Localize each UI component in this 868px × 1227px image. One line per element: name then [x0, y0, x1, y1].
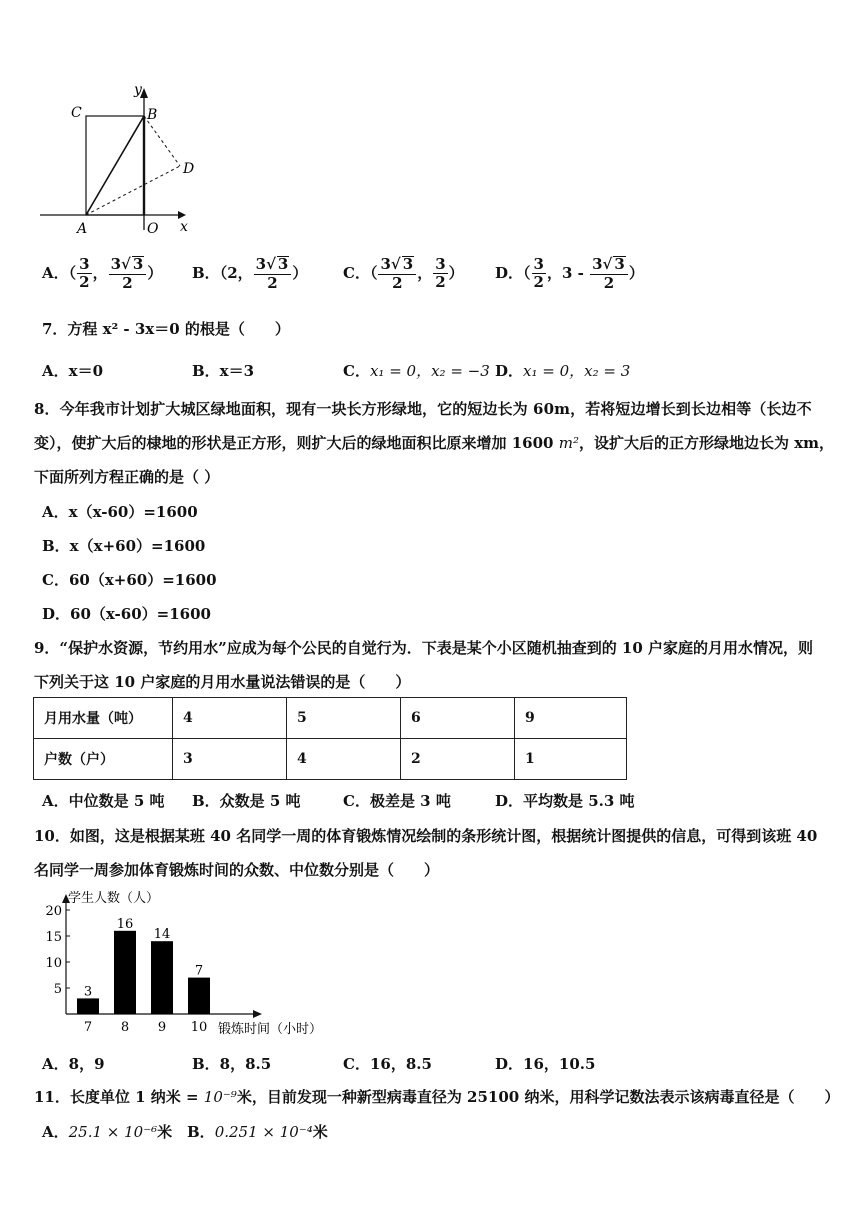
bar-9	[151, 941, 173, 1014]
table-cell: 4	[287, 739, 401, 780]
q9-option-c[interactable]: C．极差是 3 吨	[343, 792, 451, 810]
q10-option-a[interactable]: A．8，9	[42, 1055, 105, 1073]
q6-option-a[interactable]: A．（ $\frac{3}{2}$ ， $\frac{3√ 3}{2}$ ）	[42, 254, 163, 292]
geometry-figure	[30, 78, 210, 243]
q8-option-a[interactable]: A．x（x-60）=1600	[42, 503, 198, 521]
fraction: $\frac{3√ 3}{2}$	[254, 256, 292, 292]
q7-option-b[interactable]: B．x＝3	[192, 362, 255, 380]
q6-option-b[interactable]: B．（2， $\frac{3√ 3}{2}$ ）	[192, 255, 308, 292]
x-tick-label: 9	[157, 1020, 167, 1035]
q8-stem-line2: 变），使扩大后的棣地的形状是正方形，则扩大后的绿地面积比原来增加 1600 m²，设扩大后的正方形绿地边长为 xm，	[34, 434, 835, 452]
table-cell: 5	[287, 698, 401, 739]
table-cell: 2	[401, 739, 515, 780]
x-tick-label: 10	[190, 1020, 208, 1035]
q11-option-a[interactable]: A．25.1 × 10⁻⁶米	[42, 1123, 173, 1141]
table-cell: 6	[401, 698, 515, 739]
q8-option-d[interactable]: D．60（x-60）=1600	[42, 605, 211, 623]
q11-option-b[interactable]: B．0.251 × 10⁻⁴米	[187, 1123, 328, 1141]
bar-value-label: 3	[83, 984, 93, 1000]
q10-option-b[interactable]: B．8，8.5	[192, 1055, 272, 1073]
fraction: $\frac{3}{2}$	[533, 254, 544, 292]
table-cell: 9	[515, 698, 627, 739]
y-tick-label: 10	[45, 956, 62, 971]
bar-value-label: 7	[194, 963, 204, 979]
bar-chart	[30, 884, 340, 1042]
bar-value-label: 14	[153, 927, 171, 943]
q8-option-b[interactable]: B．x（x+60）=1600	[42, 537, 206, 555]
q10-stem-line1: 10．如图，这是根据某班 40 名同学一周的体育锻炼情况绘制的条形统计图，根据统计图提供的信息，可得到该班 40	[34, 827, 818, 845]
label-o: O	[147, 221, 159, 237]
y-tick-label: 20	[45, 904, 62, 919]
table-cell: 月用水量（吨）	[34, 698, 173, 739]
label-c: C	[71, 105, 82, 121]
table-cell: 户数（户）	[34, 739, 173, 780]
x-tick-label: 8	[120, 1020, 130, 1035]
q9-stem-line1: 9．“保护水资源，节约用水”应成为每个公民的自觉行为．下表是某个小区随机抽查到的 10 户家庭的月用水情况，则	[34, 639, 814, 657]
q7-stem: 7．方程 x² - 3x＝0 的根是（ ）	[42, 320, 290, 338]
q8-option-c[interactable]: C．60（x+60）=1600	[42, 571, 217, 589]
q9-option-b[interactable]: B．众数是 5 吨	[192, 792, 301, 810]
fraction: $\frac{3√ 3}{2}$	[109, 256, 147, 292]
q9-stem-line2: 下列关于这 10 户家庭的月用水量说法错误的是（ ）	[34, 673, 411, 691]
fraction: $\frac{3√ 3}{2}$	[378, 256, 416, 292]
bar-8	[114, 931, 136, 1014]
q6-option-d[interactable]: D．（ $\frac{3}{2}$ ，3 - $\frac{3√ 3}{2}$ ）	[495, 254, 644, 292]
fraction: $\frac{3}{2}$	[79, 254, 90, 292]
q7-option-a[interactable]: A．x＝0	[42, 362, 104, 380]
water-usage-table	[33, 697, 627, 780]
q10-stem-line2: 名同学一周参加体育锻炼时间的众数、中位数分别是（ ）	[34, 861, 440, 879]
table-cell: 4	[173, 698, 287, 739]
fraction: $\frac{3}{2}$	[435, 254, 446, 292]
y-tick-label: 5	[53, 982, 62, 997]
q7-option-c[interactable]: C．x₁ = 0，x₂ = −3	[343, 362, 490, 380]
table-row	[34, 739, 627, 780]
y-tick-label: 15	[45, 930, 62, 945]
label-y: y	[134, 82, 142, 98]
x-tick-label: 7	[83, 1020, 93, 1035]
table-cell: 1	[515, 739, 627, 780]
label-d: D	[183, 161, 195, 177]
bar-value-label: 16	[116, 916, 134, 932]
x-axis-label: 锻炼时间（小时）	[218, 1022, 323, 1037]
table-cell: 3	[173, 739, 287, 780]
label-x: x	[180, 219, 188, 235]
q9-option-d[interactable]: D．平均数是 5.3 吨	[495, 792, 635, 810]
q8-stem-line3: 下面所列方程正确的是（ ）	[34, 468, 220, 486]
q11-stem: 11．长度单位 1 纳米 = 10⁻⁹米，目前发现一种新型病毒直径为 25100 纳米，用科学记数法表示该病毒直径是（ ）	[34, 1088, 840, 1106]
table-row	[34, 698, 627, 739]
q10-option-c[interactable]: C．16，8.5	[343, 1055, 432, 1073]
bar-7	[77, 998, 99, 1014]
q6-option-c[interactable]: C．（ $\frac{3√ 3}{2}$ ， $\frac{3}{2}$ ）	[343, 254, 464, 292]
q10-option-d[interactable]: D．16，10.5	[495, 1055, 596, 1073]
fraction: $\frac{3√ 3}{2}$	[590, 256, 628, 292]
label-b: B	[147, 107, 158, 123]
q8-stem-line1: 8．今年我市计划扩大城区绿地面积，现有一块长方形绿地，它的短边长为 60m，若将短边增长到长边相等（长边不	[34, 400, 812, 418]
q9-option-a[interactable]: A．中位数是 5 吨	[42, 792, 165, 810]
label-a: A	[77, 221, 88, 237]
y-axis-label: 学生人数（人）	[68, 891, 160, 906]
q7-option-d[interactable]: D．x₁ = 0，x₂ = 3	[495, 362, 631, 380]
bar-10	[188, 978, 210, 1014]
